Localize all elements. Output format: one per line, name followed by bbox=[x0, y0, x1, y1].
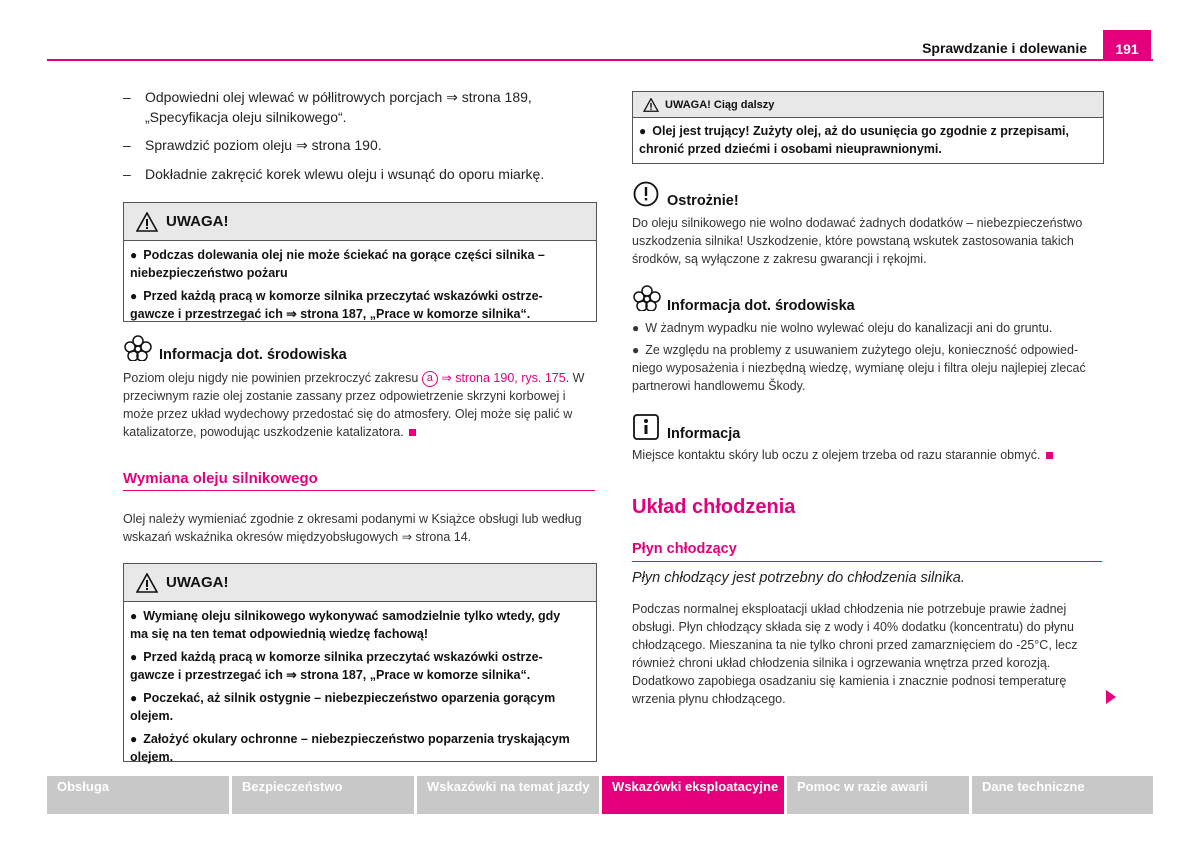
list-item: – Sprawdzić poziom oleju ⇒ strona 190. bbox=[123, 137, 382, 153]
list-item: ● W żadnym wypadku nie wolno wylewać oleju do kanalizacji ani do gruntu. bbox=[632, 321, 1053, 335]
warning-triangle-icon bbox=[643, 98, 659, 112]
page-number: 191 bbox=[1103, 30, 1151, 60]
section-heading: Płyn chłodzący bbox=[632, 541, 737, 557]
end-marker-icon bbox=[409, 429, 416, 436]
list-item: – Odpowiedni olej wlewać w półlitrowych porcjach ⇒ strona 189, „Specyfikacja oleju silnikowego“. bbox=[123, 89, 532, 125]
caution-exclamation-icon bbox=[633, 181, 659, 207]
env-note-text bbox=[632, 319, 1110, 395]
continue-arrow-icon[interactable] bbox=[1106, 690, 1116, 704]
callout-a-icon: a bbox=[422, 371, 438, 387]
warning-body bbox=[124, 241, 596, 323]
warning-item: ● Wymianę oleju silnikowego wykonywać samodzielnie tylko wtedy, gdy ma się na ten temat odpowiednią wiedzę fachową! bbox=[130, 609, 561, 641]
section-rule bbox=[632, 561, 1102, 562]
warning-header bbox=[633, 92, 1103, 118]
warning-header bbox=[124, 564, 596, 602]
warning-triangle-icon bbox=[136, 212, 158, 232]
env-note-title: Informacja dot. środowiska bbox=[159, 347, 347, 363]
warning-box bbox=[123, 202, 597, 322]
tab-dane-techniczne[interactable]: Dane techniczne bbox=[972, 776, 1153, 814]
list-item: ● Ze względu na problemy z usuwaniem zużytego oleju, konieczność odpowied- niego wyposażenia i niezbędną wiedzę, wymianę oleju i filtra oleju najlepiej zlecać partnerowi handlowemu Škody. bbox=[632, 343, 1086, 393]
flower-icon bbox=[124, 335, 152, 361]
warning-title: UWAGA! Ciąg dalszy bbox=[665, 98, 775, 111]
warning-body bbox=[124, 602, 596, 766]
info-text: Miejsce kontaktu skóry lub oczu z olejem trzeba od razu starannie obmyć. bbox=[632, 446, 1110, 464]
tab-pomoc-awarii[interactable]: Pomoc w razie awarii bbox=[787, 776, 969, 814]
warning-title: UWAGA! bbox=[166, 213, 229, 230]
section-heading: Wymiana oleju silnikowego bbox=[123, 470, 318, 487]
header-rule bbox=[47, 59, 1153, 61]
warning-item: ● Olej jest trujący! Zużyty olej, aż do usunięcia go zgodnie z przepisami, chronić przed dziećmi i osobami nieuprawnionymi. bbox=[639, 124, 1070, 156]
flower-icon bbox=[633, 285, 661, 311]
warning-title: UWAGA! bbox=[166, 574, 229, 591]
caution-text: Do oleju silnikowego nie wolno dodawać żadnych dodatków – niebezpieczeństwo uszkodzenia silnika! Uszkodzenie, które powstaną wskutek zastosowania takich środków, są wyłączone z zakresu gwarancji i rękojmi. bbox=[632, 216, 1083, 266]
tab-obsluga[interactable]: Obsługa bbox=[47, 776, 229, 814]
chapter-heading: Układ chłodzenia bbox=[632, 496, 796, 518]
lead-text: Płyn chłodzący jest potrzebny do chłodzenia silnika. bbox=[632, 570, 965, 586]
info-title: Informacja bbox=[667, 426, 741, 442]
warning-item: ● Przed każdą pracą w komorze silnika przeczytać wskazówki ostrze- gawcze i przestrzegać ich ⇒ strona 187, „Prace w komorze silnika“. bbox=[130, 650, 543, 682]
warning-item: ● Przed każdą pracą w komorze silnika przeczytać wskazówki ostrze- gawcze i przestrzegać ich ⇒ strona 187, „Prace w komorze silnika“. bbox=[130, 289, 543, 321]
section-title: Sprawdzanie i dolewanie bbox=[922, 40, 1087, 56]
section-text: Podczas normalnej eksploatacji układ chłodzenia nie potrzebuje prawie żadnej obsługi. Płyn chłodzący składa się z wody i 40% dodatku (koncentratu) do płynu chłodzącego. Mieszanina ta nie tylko chroni przed zamarznięciem do -25°C, lecz również chroni układ chłodzenia silnika i ogrzewania wnętrza przed korozją. Dodatkowo zapobiega osadzaniu się kamienia i znacznie podnosi temperaturę wrzenia płynu chłodzącego. bbox=[632, 602, 1078, 706]
tab-wskazowki-eksploatacyjne[interactable]: Wskazówki eksploatacyjne bbox=[602, 776, 784, 814]
info-icon bbox=[633, 414, 659, 440]
warning-box bbox=[123, 563, 597, 762]
warning-item: ● Poczekać, aż silnik ostygnie – niebezpieczeństwo oparzenia gorącym olejem. bbox=[130, 691, 556, 723]
warning-triangle-icon bbox=[136, 573, 158, 593]
warning-header bbox=[124, 203, 596, 241]
end-marker-icon bbox=[1046, 452, 1053, 459]
env-note-text: Poziom oleju nigdy nie powinien przekroczyć zakresu a ⇒ strona 190, rys. 175. W przeciwnym razie olej zostanie zassany przez odpowietrzenie skrzyni korbowej i może przez układ wydechowy przedostać się do atmosfery. Olej może się palić w katalizatorze, powodując uszkodzenie katalizatora. bbox=[123, 371, 585, 439]
section-text: Olej należy wymieniać zgodnie z okresami podanymi w Książce obsługi lub według wskazań wskaźnika okresów międzyobsługowych ⇒ strona 14. bbox=[123, 512, 582, 544]
tab-bezpieczenstwo[interactable]: Bezpieczeństwo bbox=[232, 776, 414, 814]
warning-item: ● Założyć okulary ochronne – niebezpieczeństwo poparzenia tryskającym olejem. bbox=[130, 732, 570, 764]
tab-wskazowki-jazdy[interactable]: Wskazówki na temat jazdy bbox=[417, 776, 599, 814]
warning-box-continued bbox=[632, 91, 1104, 164]
cross-reference-link[interactable]: ⇒ strona 190, rys. 175 bbox=[441, 371, 566, 385]
section-rule bbox=[123, 490, 595, 491]
warning-body bbox=[633, 118, 1103, 158]
list-item: – Dokładnie zakręcić korek wlewu oleju i wsunąć do oporu miarkę. bbox=[123, 166, 545, 182]
caution-title: Ostrożnie! bbox=[667, 193, 739, 209]
env-note-title: Informacja dot. środowiska bbox=[667, 298, 855, 314]
warning-item: ● Podczas dolewania olej nie może ściekać na gorące części silnika – niebezpieczeństwo pożaru bbox=[130, 248, 545, 280]
